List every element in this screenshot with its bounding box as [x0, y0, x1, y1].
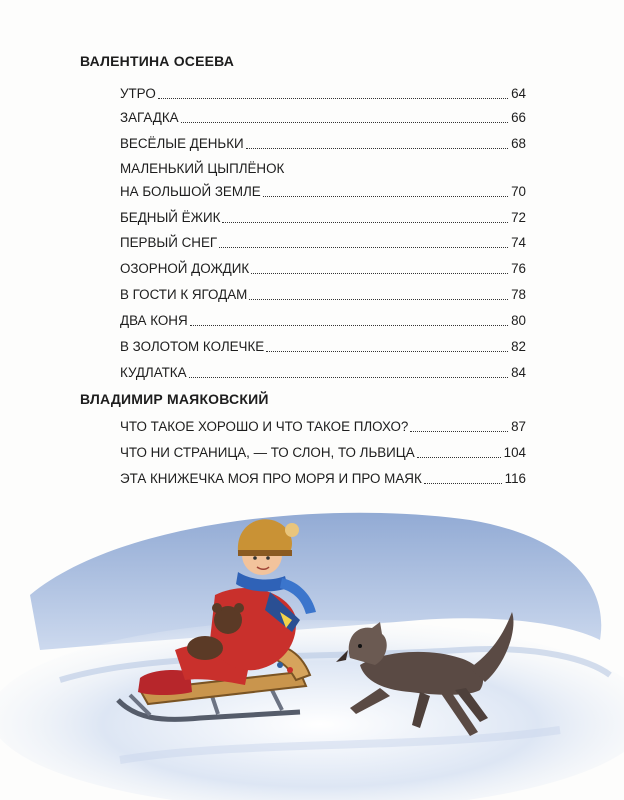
leader-dots — [263, 196, 508, 197]
leader-dots — [190, 325, 508, 326]
snow-ground — [0, 620, 624, 800]
page-number: 64 — [511, 86, 526, 101]
toc-entry[interactable] — [120, 419, 526, 435]
toc-entry[interactable] — [120, 313, 526, 329]
toc-entry[interactable] — [120, 445, 526, 461]
page-number: 84 — [511, 365, 526, 380]
entry-title: УТРО — [120, 86, 156, 101]
page-number: 74 — [511, 235, 526, 250]
author-heading: ВЛАДИМИР МАЯКОВСКИЙ — [80, 391, 269, 407]
leader-dots — [181, 122, 509, 123]
entry-title: ЭТА КНИЖЕЧКА МОЯ ПРО МОРЯ И ПРО МАЯК — [120, 471, 422, 486]
toc-entry[interactable] — [120, 110, 526, 126]
leader-dots — [222, 222, 508, 223]
entry-title: В ЗОЛОТОМ КОЛЕЧКЕ — [120, 339, 265, 354]
entry-title: В ГОСТИ К ЯГОДАМ — [120, 287, 248, 302]
leader-dots — [266, 351, 508, 352]
toc-entry — [120, 184, 526, 200]
toc-entry[interactable] — [120, 235, 526, 251]
leader-dots — [251, 273, 508, 274]
leader-dots — [158, 98, 508, 99]
page-number: 104 — [503, 445, 526, 460]
entry-title: НА БОЛЬШОЙ ЗЕМЛЕ — [120, 184, 261, 199]
page-number: 76 — [511, 261, 526, 276]
entry-title: ЗАГАДКА — [120, 110, 179, 125]
winter-sled-illustration — [0, 500, 624, 800]
page-number: 80 — [511, 313, 526, 328]
leader-dots — [249, 299, 508, 300]
leader-dots — [219, 247, 508, 248]
toc-entry[interactable] — [120, 86, 526, 102]
page-number: 87 — [511, 419, 526, 434]
page-number: 72 — [511, 210, 526, 225]
author-heading: ВАЛЕНТИНА ОСЕЕВА — [80, 53, 235, 69]
toc-entry[interactable] — [120, 339, 526, 355]
toc-entry[interactable] — [120, 261, 526, 277]
entry-title: БЕДНЫЙ ЁЖИК — [120, 210, 221, 225]
toc-entry[interactable] — [120, 210, 526, 226]
entry-title: ПЕРВЫЙ СНЕГ — [120, 235, 218, 250]
toc-entry[interactable] — [120, 136, 526, 152]
entry-title: ДВА КОНЯ — [120, 313, 188, 328]
entry-title: КУДЛАТКА — [120, 365, 187, 380]
leader-dots — [189, 377, 509, 378]
entry-title-line1: МАЛЕНЬКИЙ ЦЫПЛЁНОК — [120, 161, 285, 176]
toc-entry[interactable] — [120, 365, 526, 381]
leader-dots — [410, 431, 508, 432]
leader-dots — [246, 148, 508, 149]
leader-dots — [417, 457, 501, 458]
page-number: 82 — [511, 339, 526, 354]
toc-entry[interactable] — [120, 471, 526, 487]
leader-dots — [424, 483, 502, 484]
entry-title: ЧТО ТАКОЕ ХОРОШО И ЧТО ТАКОЕ ПЛОХО? — [120, 419, 409, 434]
entry-title: ОЗОРНОЙ ДОЖДИК — [120, 261, 250, 276]
toc-entry[interactable] — [120, 287, 526, 303]
page-number: 70 — [511, 184, 526, 199]
page-number: 78 — [511, 287, 526, 302]
page-number: 66 — [511, 110, 526, 125]
entry-title: ЧТО НИ СТРАНИЦА, — ТО СЛОН, ТО ЛЬВИЦА — [120, 445, 415, 460]
page-number: 116 — [504, 471, 526, 486]
page-number: 68 — [511, 136, 526, 151]
entry-title: ВЕСЁЛЫЕ ДЕНЬКИ — [120, 136, 244, 151]
